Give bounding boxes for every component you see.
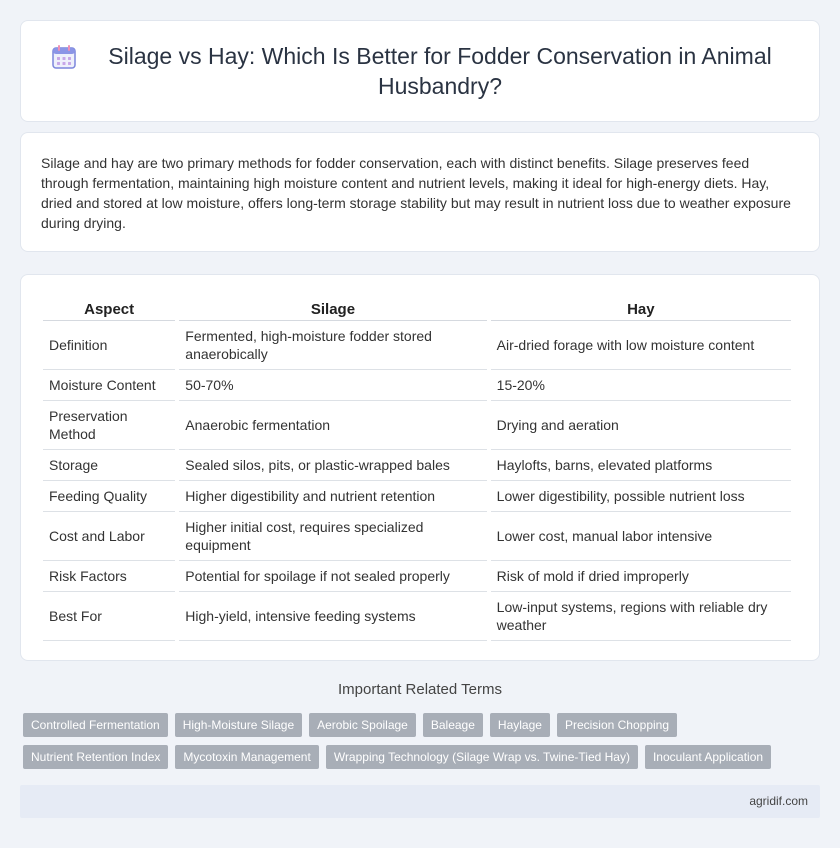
aspect-cell: Moisture Content [43,370,175,401]
related-tag[interactable]: Inoculant Application [645,745,771,769]
aspect-cell: Cost and Labor [43,512,175,561]
related-tag[interactable]: Nutrient Retention Index [23,745,168,769]
hay-cell: Risk of mold if dried improperly [491,561,791,592]
silage-cell: Higher digestibility and nutrient retention [179,481,486,512]
intro-paragraph: Silage and hay are two primary methods for fodder conservation, each with distinct benefits. Silage preserves feed through fermentation, maintaining high moisture content and nutrient levels, making it ideal for high-energy diets. Hay, dried and stored at low moisture, offers long-term storage stability but may result in nutrient loss due to weather exposure during drying. [41,155,791,231]
table-header-row [43,295,791,321]
header-silage: Silage [179,295,486,321]
page-title: Silage vs Hay: Which Is Better for Fodder Conservation in Animal Husbandry? [108,43,772,99]
hay-cell: Lower digestibility, possible nutrient loss [491,481,791,512]
table-row [43,512,791,561]
related-tag[interactable]: Controlled Fermentation [23,713,168,737]
silage-cell: Higher initial cost, requires specialized equipment [179,512,486,561]
silage-cell: 50-70% [179,370,486,401]
table-row [43,561,791,592]
related-tag[interactable]: Mycotoxin Management [175,745,318,769]
table-row [43,592,791,641]
table-row [43,450,791,481]
related-tag[interactable]: Baleage [423,713,483,737]
hay-cell: Drying and aeration [491,401,791,450]
table-row [43,321,791,370]
calendar-icon [51,44,77,70]
aspect-cell: Definition [43,321,175,370]
related-terms-heading: Important Related Terms [338,681,502,698]
silage-cell: Sealed silos, pits, or plastic-wrapped bales [179,450,486,481]
related-terms-list [23,713,803,769]
related-tag[interactable]: Aerobic Spoilage [309,713,416,737]
header-hay: Hay [491,295,791,321]
intro-card [20,132,820,252]
hay-cell: Low-input systems, regions with reliable dry weather [491,592,791,641]
hay-cell: Lower cost, manual labor intensive [491,512,791,561]
table-row [43,401,791,450]
hay-cell: Haylofts, barns, elevated platforms [491,450,791,481]
footer-site-link[interactable]: agridif.com [749,794,808,808]
hay-cell: Air-dried forage with low moisture content [491,321,791,370]
footer [20,785,820,818]
table-row [43,370,791,401]
related-tag[interactable]: Haylage [490,713,550,737]
aspect-cell: Best For [43,592,175,641]
related-tag[interactable]: Precision Chopping [557,713,677,737]
comparison-table [39,295,795,641]
aspect-cell: Storage [43,450,175,481]
related-tag[interactable]: Wrapping Technology (Silage Wrap vs. Twine-Tied Hay) [326,745,638,769]
table-row [43,481,791,512]
header-aspect: Aspect [43,295,175,321]
title-card [20,20,820,122]
hay-cell: 15-20% [491,370,791,401]
silage-cell: Anaerobic fermentation [179,401,486,450]
aspect-cell: Feeding Quality [43,481,175,512]
related-tag[interactable]: High-Moisture Silage [175,713,302,737]
silage-cell: Fermented, high-moisture fodder stored anaerobically [179,321,486,370]
aspect-cell: Risk Factors [43,561,175,592]
comparison-card [20,274,820,661]
silage-cell: High-yield, intensive feeding systems [179,592,486,641]
silage-cell: Potential for spoilage if not sealed properly [179,561,486,592]
aspect-cell: Preservation Method [43,401,175,450]
